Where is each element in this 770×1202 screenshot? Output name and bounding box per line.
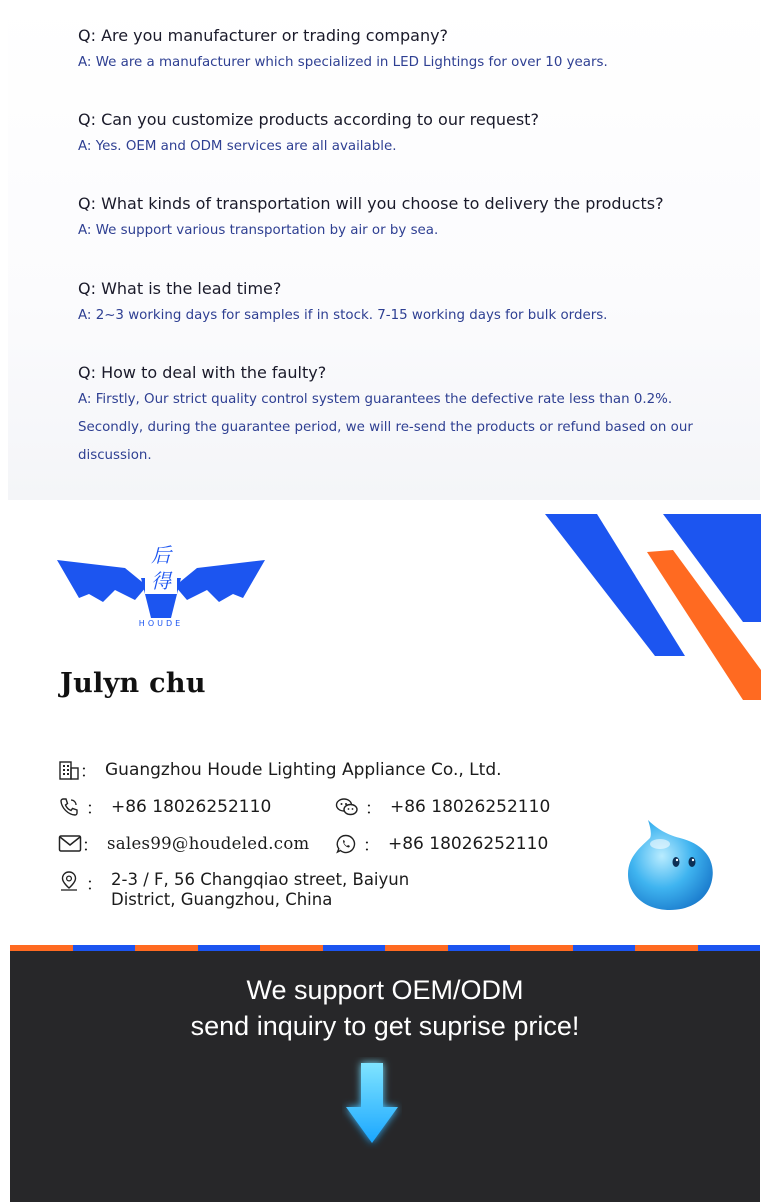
logo-chinese-bottom: 得 xyxy=(151,569,171,593)
faq-item-5 xyxy=(78,363,718,470)
oem-banner xyxy=(10,945,760,1202)
houde-logo xyxy=(55,538,267,630)
faq-item-3 xyxy=(78,194,738,245)
whatsapp-icon xyxy=(335,833,357,855)
faq-item-4 xyxy=(78,279,738,330)
location-pin-icon xyxy=(58,870,80,892)
faq-answer: A: Firstly, Our strict quality control system guarantees the defective rate less than 0.2%. Secondly, during the guarantee period, we will re-send the products or refund based on our discussion. xyxy=(78,392,693,463)
email-row: ： sales99@houdeled.com xyxy=(58,831,310,856)
banner-headline: We support OEM/ODM xyxy=(246,975,524,1005)
whatsapp-number: +86 18026252110 xyxy=(388,833,549,854)
faq-question: Q: Can you customize products according to our request? xyxy=(78,110,539,129)
faq-answer: A: We support various transportation by air or by sea. xyxy=(78,223,439,238)
phone-row: ： +86 18026252110 xyxy=(58,794,271,819)
banner-stripe xyxy=(10,945,760,951)
faq-item-1 xyxy=(78,26,738,77)
faq-question: Q: Are you manufacturer or trading company? xyxy=(78,26,449,45)
building-icon xyxy=(58,759,80,781)
wechat-icon xyxy=(335,796,359,818)
faq-question: Q: What kinds of transportation will you choose to delivery the products? xyxy=(78,194,664,213)
whatsapp-row: ： +86 18026252110 xyxy=(335,831,548,856)
address-row: ： 2-3 / F, 56 Changqiao street, Baiyun District, Guangzhou, China xyxy=(58,870,441,910)
wechat-number: +86 18026252110 xyxy=(390,796,551,817)
faq-section xyxy=(8,0,760,500)
faq-answer: A: Yes. OEM and ODM services are all available. xyxy=(78,139,397,154)
logo-latin: HOUDE xyxy=(138,619,184,628)
contact-name: Julyn chu xyxy=(60,668,206,699)
faq-question: Q: How to deal with the faulty? xyxy=(78,363,327,382)
logo-chinese-top: 后 xyxy=(151,543,171,567)
phone-number: +86 18026252110 xyxy=(111,796,272,817)
mascot-droplet xyxy=(620,816,720,916)
envelope-icon xyxy=(58,834,82,854)
business-card xyxy=(0,500,770,945)
down-arrow-icon xyxy=(342,1057,402,1149)
faq-answer: A: We are a manufacturer which specialized in LED Lightings for over 10 years. xyxy=(78,55,608,70)
email-address: sales99@houdeled.com xyxy=(107,834,310,853)
wechat-row: ： +86 18026252110 xyxy=(335,794,550,819)
brand-shapes xyxy=(545,514,761,702)
address-text: 2-3 / F, 56 Changqiao street, Baiyun District, Guangzhou, China xyxy=(111,870,410,909)
company-row: ： Guangzhou Houde Lighting Appliance Co., Ltd. xyxy=(58,757,502,782)
faq-question: Q: What is the lead time? xyxy=(78,279,282,298)
banner-subline: send inquiry to get suprise price! xyxy=(190,1011,580,1041)
phone-icon xyxy=(58,796,80,818)
company-name: Guangzhou Houde Lighting Appliance Co., Ltd. xyxy=(105,759,502,780)
faq-item-2 xyxy=(78,110,738,161)
faq-answer: A: 2~3 working days for samples if in stock. 7-15 working days for bulk orders. xyxy=(78,308,608,323)
